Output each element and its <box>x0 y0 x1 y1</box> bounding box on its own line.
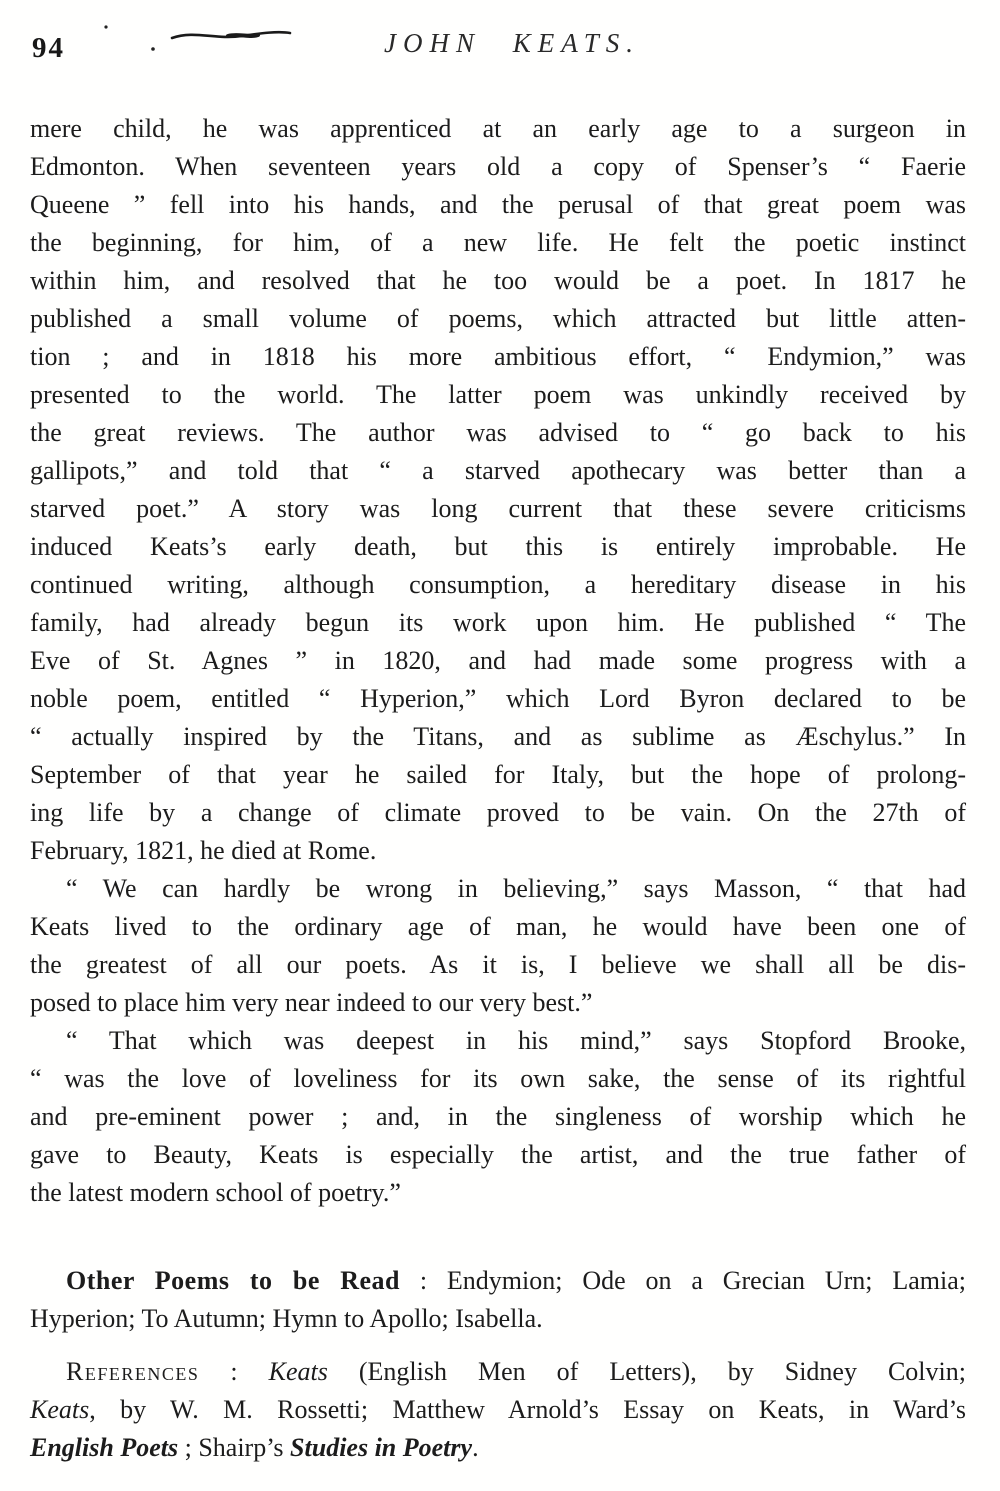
references-paragraph <box>30 1353 966 1467</box>
text-line <box>30 1262 966 1300</box>
text-segment-smallcaps: References <box>66 1357 200 1386</box>
text-line: “ was the love of loveliness for its own sake, the sense of its rightful <box>30 1064 966 1093</box>
text-segment-plain: . <box>472 1433 479 1462</box>
text-line: presented to the world. The latter poem was unkindly received by <box>30 380 966 409</box>
text-line: within him, and resolved that he too would be a poet. In 1817 he <box>30 266 966 295</box>
text-line: Eve of St. Agnes ” in 1820, and had made some progress with a <box>30 646 966 675</box>
text-line: posed to place him very near indeed to our very best.” <box>30 988 593 1017</box>
text-line <box>30 1391 966 1429</box>
page-body <box>30 110 966 1467</box>
body-paragraph-1 <box>30 110 966 870</box>
text-segment-plain: (English Men of Letters), by Sidney Colvin; <box>327 1357 966 1386</box>
body-paragraph-2 <box>30 870 966 1022</box>
text-line: February, 1821, he died at Rome. <box>30 836 377 865</box>
text-line <box>30 1353 966 1391</box>
text-line: starved poet.” A story was long current that these severe criticisms <box>30 494 966 523</box>
text-line: Keats lived to the ordinary age of man, he would have been one of <box>30 912 966 941</box>
text-line <box>30 1429 966 1467</box>
text-segment-plain: ; Shairp’s <box>178 1433 291 1462</box>
text-line: the greatest of all our poets. As it is, I believe we shall all be dis- <box>30 950 966 979</box>
text-segment-plain: : <box>199 1357 269 1386</box>
text-line: noble poem, entitled “ Hyperion,” which Lord Byron declared to be <box>30 684 966 713</box>
text-line: gallipots,” and told that “ a starved apothecary was better than a <box>30 456 966 485</box>
text-line: the latest modern school of poetry.” <box>30 1178 401 1207</box>
text-line: Hyperion; To Autumn; Hymn to Apollo; Isabella. <box>30 1304 543 1333</box>
text-line: published a small volume of poems, which attracted but little atten- <box>30 304 966 333</box>
text-line: gave to Beauty, Keats is especially the artist, and the true father of <box>30 1140 966 1169</box>
other-poems-paragraph <box>30 1262 966 1338</box>
text-line: the beginning, for him, of a new life. He felt the poetic instinct <box>30 228 966 257</box>
text-line: “ We can hardly be wrong in believing,” says Masson, “ that had <box>66 874 966 903</box>
text-segment-bold-italic: Studies in Poetry <box>290 1433 473 1462</box>
text-line: the great reviews. The author was advised to “ go back to his <box>30 418 966 447</box>
text-segment-italic: Keats <box>268 1357 328 1386</box>
text-line: continued writing, although consumption, a hereditary disease in his <box>30 570 966 599</box>
text-line: induced Keats’s early death, but this is entirely improbable. He <box>30 532 966 561</box>
text-segment-bold-italic: English Poets <box>30 1433 179 1462</box>
text-line: “ That which was deepest in his mind,” says Stopford Brooke, <box>66 1026 966 1055</box>
text-line: “ actually inspired by the Titans, and as sublime as Æschylus.” In <box>30 722 966 751</box>
page-header <box>30 28 966 70</box>
text-line: ing life by a change of climate proved to be vain. On the 27th of <box>30 798 966 827</box>
body-paragraph-3 <box>30 1022 966 1212</box>
text-line: mere child, he was apprenticed at an early age to a surgeon in <box>30 114 966 143</box>
text-segment-plain: , by W. M. Rossetti; Matthew Arnold’s Essay on Keats, in Ward’s <box>89 1395 966 1424</box>
text-line: and pre-eminent power ; and, in the singleness of worship which he <box>30 1102 966 1131</box>
text-segment-italic: Keats <box>30 1395 90 1424</box>
text-line: tion ; and in 1818 his more ambitious effort, “ Endymion,” was <box>30 342 966 371</box>
text-segment-bold: Other Poems to be Read <box>66 1266 400 1295</box>
text-line: family, had already begun its work upon him. He published “ The <box>30 608 966 637</box>
running-title: JOHN KEATS. <box>384 28 640 58</box>
text-line: Edmonton. When seventeen years old a copy of Spenser’s “ Faerie <box>30 152 966 181</box>
page-number: 94 <box>32 32 65 64</box>
text-line: Queene ” fell into his hands, and the perusal of that great poem was <box>30 190 966 219</box>
text-line: September of that year he sailed for Italy, but the hope of prolong- <box>30 760 966 789</box>
text-segment-plain: : Endymion; Ode on a Grecian Urn; Lamia; <box>400 1266 967 1295</box>
